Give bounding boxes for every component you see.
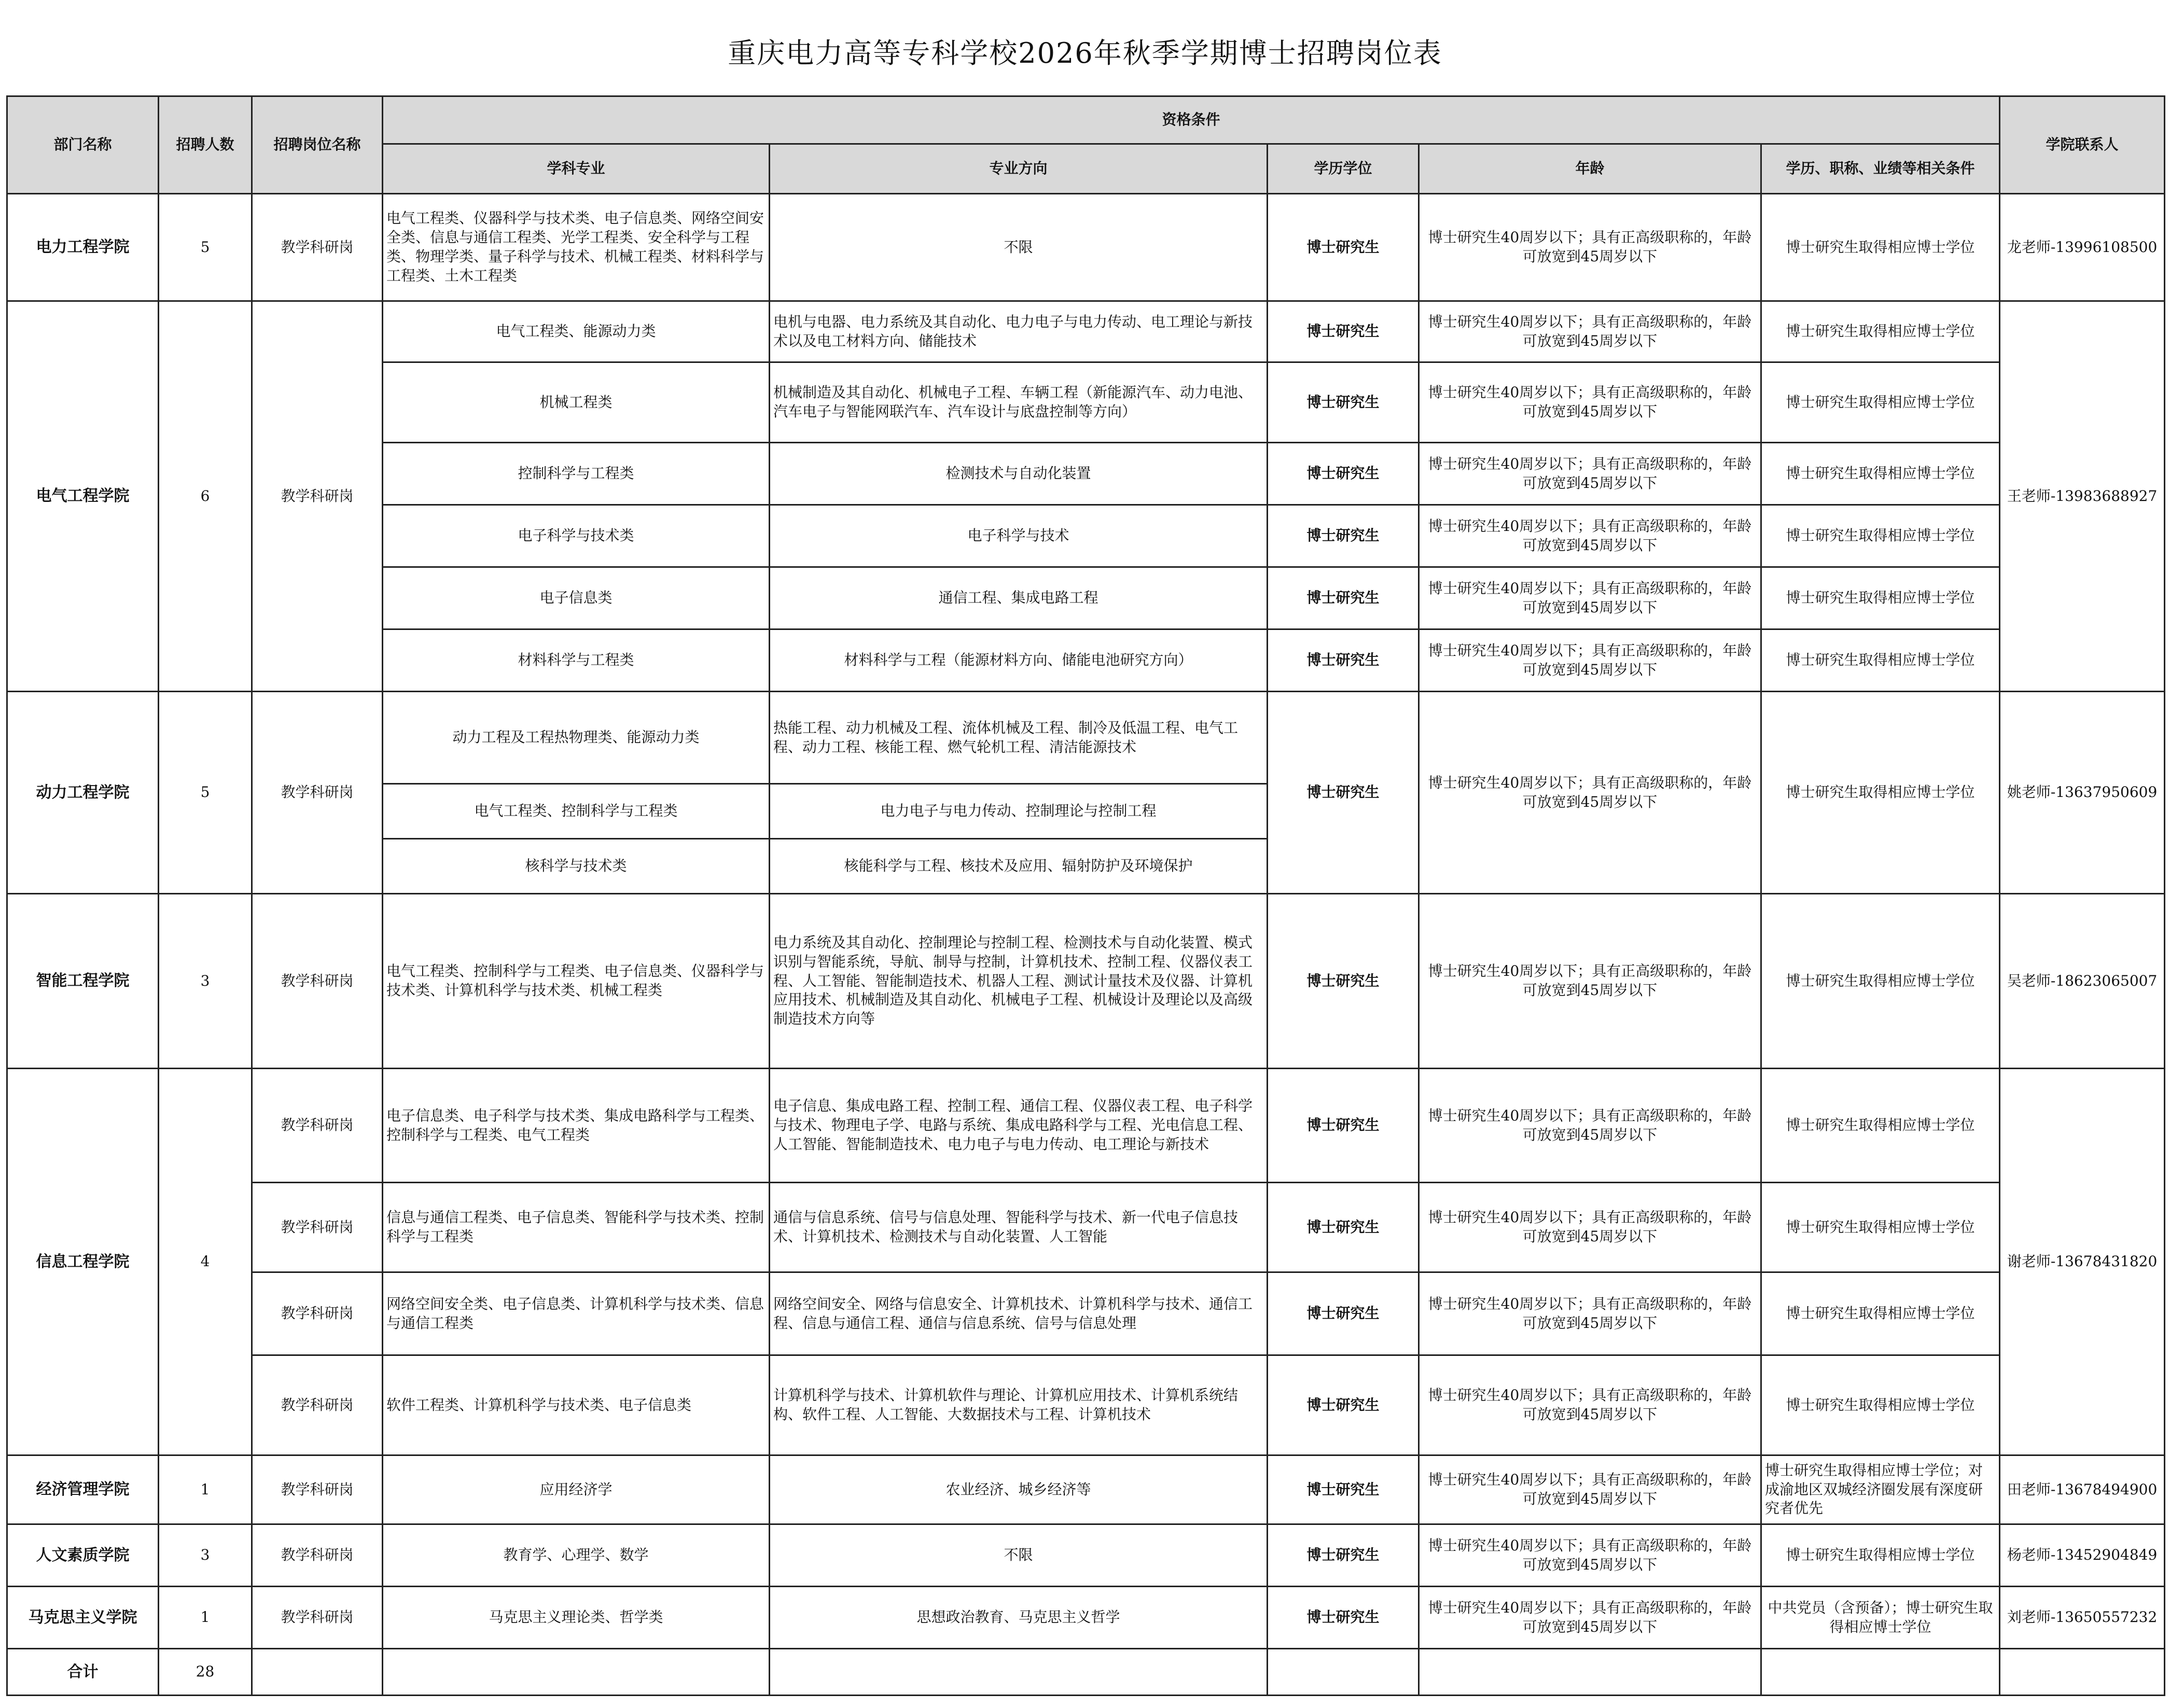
other-cell: 博士研究生取得相应博士学位 <box>1761 1355 2000 1455</box>
direction-cell: 通信与信息系统、信号与信息处理、智能科学与技术、新一代电子信息技术、计算机技术、检测技术与自动化装置、人工智能 <box>770 1183 1268 1272</box>
subject-cell: 电气工程类、控制科学与工程类、电子信息类、仪器科学与技术类、计算机科学与技术类、机械工程类 <box>383 894 770 1069</box>
age-cell: 博士研究生40周岁以下；具有正高级职称的，年龄可放宽到45周岁以下 <box>1419 692 1761 894</box>
dept-name: 马克思主义学院 <box>7 1587 159 1649</box>
subject-cell: 机械工程类 <box>383 362 770 443</box>
dept-count: 6 <box>159 301 252 692</box>
subject-cell: 电气工程类、能源动力类 <box>383 301 770 362</box>
table-row <box>7 1355 2165 1455</box>
other-cell: 博士研究生取得相应博士学位 <box>1761 194 2000 301</box>
direction-cell: 通信工程、集成电路工程 <box>770 567 1268 629</box>
contact-cell: 龙老师-13996108500 <box>2000 194 2165 301</box>
header-contact: 学院联系人 <box>2000 96 2165 194</box>
dept-count: 1 <box>159 1455 252 1524</box>
header-subject: 学科专业 <box>383 144 770 194</box>
table-row <box>7 301 2165 362</box>
subject-cell: 电子信息类 <box>383 567 770 629</box>
degree-cell: 博士研究生 <box>1268 301 1419 362</box>
table-row <box>7 1455 2165 1524</box>
header-dept: 部门名称 <box>7 96 159 194</box>
age-cell: 博士研究生40周岁以下；具有正高级职称的，年龄可放宽到45周岁以下 <box>1419 301 1761 362</box>
subject-cell: 材料科学与工程类 <box>383 629 770 692</box>
position-name: 教学科研岗 <box>252 1272 383 1355</box>
direction-cell: 思想政治教育、马克思主义哲学 <box>770 1587 1268 1649</box>
header-position: 招聘岗位名称 <box>252 96 383 194</box>
table-row <box>7 894 2165 1069</box>
other-cell: 博士研究生取得相应博士学位 <box>1761 567 2000 629</box>
age-cell: 博士研究生40周岁以下；具有正高级职称的，年龄可放宽到45周岁以下 <box>1419 567 1761 629</box>
age-cell: 博士研究生40周岁以下；具有正高级职称的，年龄可放宽到45周岁以下 <box>1419 1069 1761 1183</box>
total-row <box>7 1649 2165 1696</box>
other-cell: 博士研究生取得相应博士学位 <box>1761 443 2000 505</box>
direction-cell: 不限 <box>770 194 1268 301</box>
dept-count: 3 <box>159 894 252 1069</box>
table-row <box>7 194 2165 301</box>
header-other: 学历、职称、业绩等相关条件 <box>1761 144 2000 194</box>
total-label: 合计 <box>7 1649 159 1696</box>
header-direction: 专业方向 <box>770 144 1268 194</box>
dept-name: 电气工程学院 <box>7 301 159 692</box>
dept-name: 动力工程学院 <box>7 692 159 894</box>
degree-cell: 博士研究生 <box>1268 1355 1419 1455</box>
header-degree: 学历学位 <box>1268 144 1419 194</box>
other-cell: 博士研究生取得相应博士学位 <box>1761 692 2000 894</box>
subject-cell: 电气工程类、仪器科学与技术类、电子信息类、网络空间安全类、信息与通信工程类、光学工程类、安全科学与工程类、物理学类、量子科学与技术、机械工程类、材料科学与工程类、土木工程类 <box>383 194 770 301</box>
page-title: 重庆电力高等专科学校2026年秋季学期博士招聘岗位表 <box>728 36 1442 69</box>
dept-count: 5 <box>159 194 252 301</box>
document-frame <box>6 6 2164 1702</box>
position-name: 教学科研岗 <box>252 301 383 692</box>
contact-cell: 姚老师-13637950609 <box>2000 692 2165 894</box>
age-cell: 博士研究生40周岁以下；具有正高级职称的，年龄可放宽到45周岁以下 <box>1419 1183 1761 1272</box>
degree-cell: 博士研究生 <box>1268 1183 1419 1272</box>
dept-count: 3 <box>159 1524 252 1587</box>
position-name: 教学科研岗 <box>252 1587 383 1649</box>
empty-cell <box>383 1649 770 1696</box>
direction-cell: 电力电子与电力传动、控制理论与控制工程 <box>770 784 1268 839</box>
position-name: 教学科研岗 <box>252 692 383 894</box>
subject-cell: 电子科学与技术类 <box>383 505 770 567</box>
direction-cell: 不限 <box>770 1524 1268 1587</box>
table-row <box>7 1587 2165 1649</box>
empty-cell <box>770 1649 1268 1696</box>
table-row <box>7 692 2165 784</box>
degree-cell: 博士研究生 <box>1268 1272 1419 1355</box>
age-cell: 博士研究生40周岁以下；具有正高级职称的，年龄可放宽到45周岁以下 <box>1419 443 1761 505</box>
other-cell: 博士研究生取得相应博士学位 <box>1761 1272 2000 1355</box>
empty-cell <box>1419 1649 1761 1696</box>
age-cell: 博士研究生40周岁以下；具有正高级职称的，年龄可放宽到45周岁以下 <box>1419 894 1761 1069</box>
degree-cell: 博士研究生 <box>1268 194 1419 301</box>
subject-cell: 教育学、心理学、数学 <box>383 1524 770 1587</box>
direction-cell: 网络空间安全、网络与信息安全、计算机技术、计算机科学与技术、通信工程、信息与通信工程、通信与信息系统、信号与信息处理 <box>770 1272 1268 1355</box>
recruitment-table <box>6 95 2165 1696</box>
age-cell: 博士研究生40周岁以下；具有正高级职称的，年龄可放宽到45周岁以下 <box>1419 1455 1761 1524</box>
degree-cell: 博士研究生 <box>1268 692 1419 894</box>
other-cell: 博士研究生取得相应博士学位 <box>1761 301 2000 362</box>
position-name: 教学科研岗 <box>252 1355 383 1455</box>
degree-cell: 博士研究生 <box>1268 505 1419 567</box>
age-cell: 博士研究生40周岁以下；具有正高级职称的，年龄可放宽到45周岁以下 <box>1419 1587 1761 1649</box>
dept-count: 4 <box>159 1069 252 1455</box>
subject-cell: 信息与通信工程类、电子信息类、智能科学与技术类、控制科学与工程类 <box>383 1183 770 1272</box>
header-count: 招聘人数 <box>159 96 252 194</box>
other-cell: 博士研究生取得相应博士学位 <box>1761 1524 2000 1587</box>
subject-cell: 动力工程及工程热物理类、能源动力类 <box>383 692 770 784</box>
direction-cell: 农业经济、城乡经济等 <box>770 1455 1268 1524</box>
subject-cell: 软件工程类、计算机科学与技术类、电子信息类 <box>383 1355 770 1455</box>
contact-cell: 吴老师-18623065007 <box>2000 894 2165 1069</box>
other-cell: 博士研究生取得相应博士学位；对成渝地区双城经济圈发展有深度研究者优先 <box>1761 1455 2000 1524</box>
dept-name: 经济管理学院 <box>7 1455 159 1524</box>
direction-cell: 机械制造及其自动化、机械电子工程、车辆工程（新能源汽车、动力电池、汽车电子与智能网联汽车、汽车设计与底盘控制等方向） <box>770 362 1268 443</box>
direction-cell: 核能科学与工程、核技术及应用、辐射防护及环境保护 <box>770 839 1268 894</box>
contact-cell: 田老师-13678494900 <box>2000 1455 2165 1524</box>
table-row <box>7 1272 2165 1355</box>
dept-name: 智能工程学院 <box>7 894 159 1069</box>
direction-cell: 电子信息、集成电路工程、控制工程、通信工程、仪器仪表工程、电子科学与技术、物理电子学、电路与系统、集成电路科学与工程、光电信息工程、人工智能、智能制造技术、电力电子与电力传动、电工理论与新技术 <box>770 1069 1268 1183</box>
subject-cell: 电气工程类、控制科学与工程类 <box>383 784 770 839</box>
subject-cell: 核科学与技术类 <box>383 839 770 894</box>
empty-cell <box>1268 1649 1419 1696</box>
position-name: 教学科研岗 <box>252 1455 383 1524</box>
dept-name: 信息工程学院 <box>7 1069 159 1455</box>
age-cell: 博士研究生40周岁以下；具有正高级职称的，年龄可放宽到45周岁以下 <box>1419 194 1761 301</box>
position-name: 教学科研岗 <box>252 1183 383 1272</box>
position-name: 教学科研岗 <box>252 1524 383 1587</box>
direction-cell: 检测技术与自动化装置 <box>770 443 1268 505</box>
direction-cell: 热能工程、动力机械及工程、流体机械及工程、制冷及低温工程、电气工程、动力工程、核能工程、燃气轮机工程、清洁能源技术 <box>770 692 1268 784</box>
table-row <box>7 1069 2165 1183</box>
header-age: 年龄 <box>1419 144 1761 194</box>
total-count: 28 <box>159 1649 252 1696</box>
degree-cell: 博士研究生 <box>1268 629 1419 692</box>
table-row <box>7 1524 2165 1587</box>
other-cell: 博士研究生取得相应博士学位 <box>1761 505 2000 567</box>
dept-name: 人文素质学院 <box>7 1524 159 1587</box>
degree-cell: 博士研究生 <box>1268 1524 1419 1587</box>
header-qualifications: 资格条件 <box>383 96 2000 144</box>
empty-cell <box>1761 1649 2000 1696</box>
position-name: 教学科研岗 <box>252 194 383 301</box>
other-cell: 中共党员（含预备）；博士研究生取得相应博士学位 <box>1761 1587 2000 1649</box>
direction-cell: 电力系统及其自动化、控制理论与控制工程、检测技术与自动化装置、模式识别与智能系统，导航、制导与控制，计算机技术、控制工程、仪器仪表工程、人工智能、智能制造技术、机器人工程、测试计量技术及仪器、计算机应用技术、机械制造及其自动化、机械电子工程、机械设计及理论以及高级制造技术方向等 <box>770 894 1268 1069</box>
dept-name: 电力工程学院 <box>7 194 159 301</box>
degree-cell: 博士研究生 <box>1268 443 1419 505</box>
subject-cell: 电子信息类、电子科学与技术类、集成电路科学与工程类、控制科学与工程类、电气工程类 <box>383 1069 770 1183</box>
age-cell: 博士研究生40周岁以下；具有正高级职称的，年龄可放宽到45周岁以下 <box>1419 1524 1761 1587</box>
position-name: 教学科研岗 <box>252 894 383 1069</box>
subject-cell: 马克思主义理论类、哲学类 <box>383 1587 770 1649</box>
dept-count: 5 <box>159 692 252 894</box>
age-cell: 博士研究生40周岁以下；具有正高级职称的，年龄可放宽到45周岁以下 <box>1419 1355 1761 1455</box>
other-cell: 博士研究生取得相应博士学位 <box>1761 629 2000 692</box>
age-cell: 博士研究生40周岁以下；具有正高级职称的，年龄可放宽到45周岁以下 <box>1419 629 1761 692</box>
other-cell: 博士研究生取得相应博士学位 <box>1761 894 2000 1069</box>
subject-cell: 应用经济学 <box>383 1455 770 1524</box>
position-name: 教学科研岗 <box>252 1069 383 1183</box>
age-cell: 博士研究生40周岁以下；具有正高级职称的，年龄可放宽到45周岁以下 <box>1419 505 1761 567</box>
subject-cell: 控制科学与工程类 <box>383 443 770 505</box>
degree-cell: 博士研究生 <box>1268 362 1419 443</box>
empty-cell <box>2000 1649 2165 1696</box>
empty-cell <box>252 1649 383 1696</box>
contact-cell: 谢老师-13678431820 <box>2000 1069 2165 1455</box>
degree-cell: 博士研究生 <box>1268 894 1419 1069</box>
table-row <box>7 1183 2165 1272</box>
contact-cell: 刘老师-13650557232 <box>2000 1587 2165 1649</box>
contact-cell: 王老师-13983688927 <box>2000 301 2165 692</box>
degree-cell: 博士研究生 <box>1268 1587 1419 1649</box>
other-cell: 博士研究生取得相应博士学位 <box>1761 1183 2000 1272</box>
degree-cell: 博士研究生 <box>1268 1455 1419 1524</box>
other-cell: 博士研究生取得相应博士学位 <box>1761 362 2000 443</box>
direction-cell: 材料科学与工程（能源材料方向、储能电池研究方向） <box>770 629 1268 692</box>
degree-cell: 博士研究生 <box>1268 567 1419 629</box>
dept-count: 1 <box>159 1587 252 1649</box>
age-cell: 博士研究生40周岁以下；具有正高级职称的，年龄可放宽到45周岁以下 <box>1419 1272 1761 1355</box>
direction-cell: 电机与电器、电力系统及其自动化、电力电子与电力传动、电工理论与新技术以及电工材料方向、储能技术 <box>770 301 1268 362</box>
degree-cell: 博士研究生 <box>1268 1069 1419 1183</box>
contact-cell: 杨老师-13452904849 <box>2000 1524 2165 1587</box>
direction-cell: 计算机科学与技术、计算机软件与理论、计算机应用技术、计算机系统结构、软件工程、人工智能、大数据技术与工程、计算机技术 <box>770 1355 1268 1455</box>
age-cell: 博士研究生40周岁以下；具有正高级职称的，年龄可放宽到45周岁以下 <box>1419 362 1761 443</box>
direction-cell: 电子科学与技术 <box>770 505 1268 567</box>
subject-cell: 网络空间安全类、电子信息类、计算机科学与技术类、信息与通信工程类 <box>383 1272 770 1355</box>
other-cell: 博士研究生取得相应博士学位 <box>1761 1069 2000 1183</box>
